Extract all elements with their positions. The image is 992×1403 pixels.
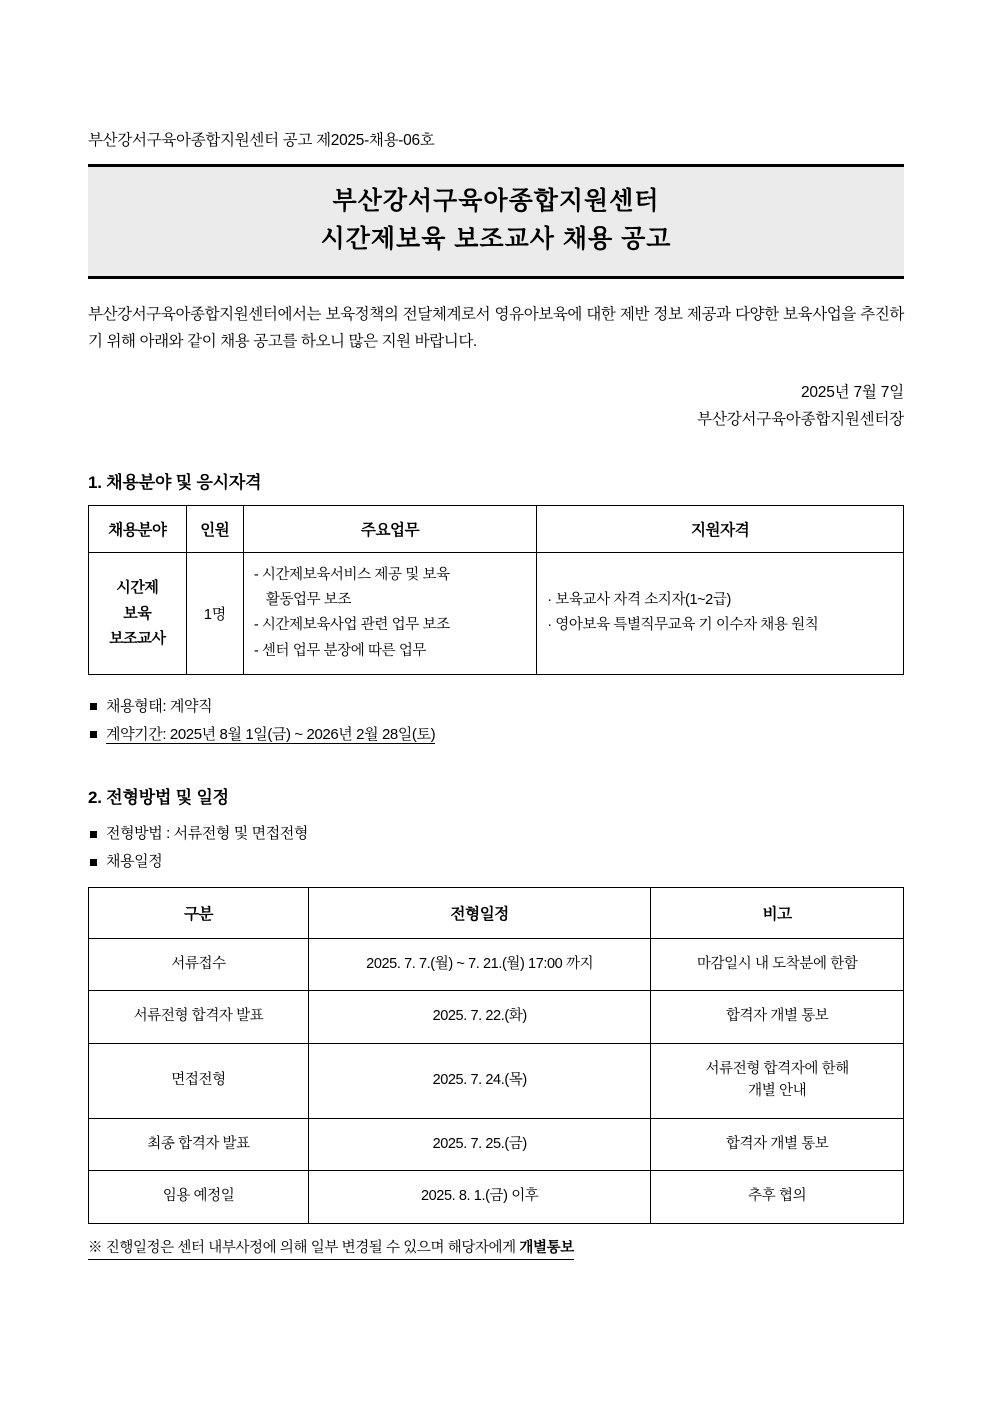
bullet-schedule-text: 채용일정 <box>106 853 163 870</box>
cell-schedule: 2025. 7. 25.(금) <box>309 1118 651 1171</box>
table-row <box>89 1044 904 1119</box>
cell-category: 최종 합격자 발표 <box>89 1118 309 1171</box>
cell-field <box>89 552 187 675</box>
cell-category: 임용 예정일 <box>89 1171 309 1224</box>
table-row <box>89 1171 904 1224</box>
title-box <box>88 164 904 279</box>
bullet-employment-type <box>88 693 904 721</box>
duty-item-continuation: 활동업무 보조 <box>265 591 352 608</box>
cell-duties <box>243 552 536 675</box>
section-2-heading: 2. 전형방법 및 일정 <box>88 787 229 807</box>
duty-item: - 시간제보육사업 관련 업무 보조 <box>253 617 450 634</box>
recruitment-field-table <box>88 505 904 676</box>
header-note: 비고 <box>651 887 904 938</box>
header-schedule: 전형일정 <box>309 887 651 938</box>
note-line-1: 추후 협의 <box>748 1188 807 1205</box>
header-category: 구분 <box>89 887 309 938</box>
intro-paragraph: 부산강서구육아종합지원센터에서는 보육정책의 전달체계로서 영유아보육에 대한 제반 정보 제공과 다양한 보육사업을 추진하기 위해 아래와 같이 채용 공고를 하오니 많은 지원 바랍니다. <box>88 306 904 351</box>
header-duties: 주요업무 <box>243 505 536 552</box>
duty-item: - 시간제보육서비스 제공 및 보육 <box>253 566 450 583</box>
employment-bullets <box>88 693 904 749</box>
cell-note <box>651 991 904 1044</box>
title-line-1: 부산강서구육아종합지원센터 <box>332 187 660 215</box>
bullet-selection-method-text: 전형방법 : 서류전형 및 면접전형 <box>106 824 309 842</box>
table-header-row <box>89 505 904 552</box>
footnote-text: ※ 진행일정은 센터 내부사정에 의해 일부 변경될 수 있으며 해당자에게 <box>88 1240 520 1256</box>
cell-note <box>651 1044 904 1119</box>
bullet-selection-method <box>88 820 904 849</box>
field-line-1: 시간제 <box>116 579 159 596</box>
cell-category: 서류접수 <box>89 938 309 991</box>
schedule-table <box>88 887 904 1225</box>
table-header-row <box>89 887 904 938</box>
cell-schedule: 2025. 7. 7.(월) ~ 7. 21.(월) 17:00 까지 <box>309 938 651 991</box>
note-line-1: 서류전형 합격자에 한해 <box>705 1061 849 1077</box>
cell-schedule: 2025. 7. 22.(화) <box>309 991 651 1044</box>
schedule-footnote <box>88 1236 574 1260</box>
header-count: 인원 <box>186 505 243 552</box>
table-row <box>89 938 904 991</box>
note-line-2: 개별 안내 <box>748 1082 807 1099</box>
note-line-1: 합격자 개별 통보 <box>725 1008 829 1025</box>
cell-category: 면접전형 <box>89 1044 309 1119</box>
header-field: 채용분야 <box>89 505 187 552</box>
bullet-employment-type-text: 채용형태: 계약직 <box>106 698 213 715</box>
qualification-item: · 영아보육 특별직무교육 기 이수자 채용 원칙 <box>547 617 819 634</box>
header-qualifications: 지원자격 <box>537 505 904 552</box>
cell-schedule: 2025. 7. 24.(목) <box>309 1044 651 1119</box>
date-block <box>88 379 904 433</box>
cell-note <box>651 1171 904 1224</box>
bullet-schedule <box>88 848 904 877</box>
duty-item: - 센터 업무 분장에 따른 업무 <box>253 642 427 659</box>
table-row <box>89 1118 904 1171</box>
title-line-2: 시간제보육 보조교사 채용 공고 <box>320 224 672 253</box>
section-1-heading: 1. 채용분야 및 응시자격 <box>88 472 262 492</box>
bullet-contract-period-text: 계약기간: 2025년 8월 1일(금) ~ 2026년 2월 28일(토) <box>106 725 436 743</box>
cell-category: 서류전형 합격자 발표 <box>89 991 309 1044</box>
field-line-2: 보육 <box>123 604 152 622</box>
cell-qualifications <box>537 552 904 675</box>
footnote-emphasis: 개별통보 <box>519 1240 574 1256</box>
bullet-contract-period <box>88 721 904 749</box>
field-line-3: 보조교사 <box>109 630 166 647</box>
notice-number: 부산강서구육아종합지원센터 공고 제2025-채용-06호 <box>88 132 435 149</box>
cell-count: 1명 <box>186 552 243 675</box>
note-line-1: 합격자 개별 통보 <box>725 1135 829 1152</box>
qualification-item: · 보육교사 자격 소지자(1~2급) <box>547 591 731 608</box>
issue-date: 2025년 7월 7일 <box>800 384 904 402</box>
cell-note <box>651 1118 904 1171</box>
issuer-name: 부산강서구육아종합지원센터장 <box>697 411 904 429</box>
note-line-1: 마감일시 내 도착분에 한함 <box>696 955 858 972</box>
table-row <box>89 991 904 1044</box>
table-row <box>89 552 904 675</box>
cell-schedule: 2025. 8. 1.(금) 이후 <box>309 1171 651 1224</box>
selection-bullets <box>88 820 904 877</box>
cell-note <box>651 938 904 991</box>
